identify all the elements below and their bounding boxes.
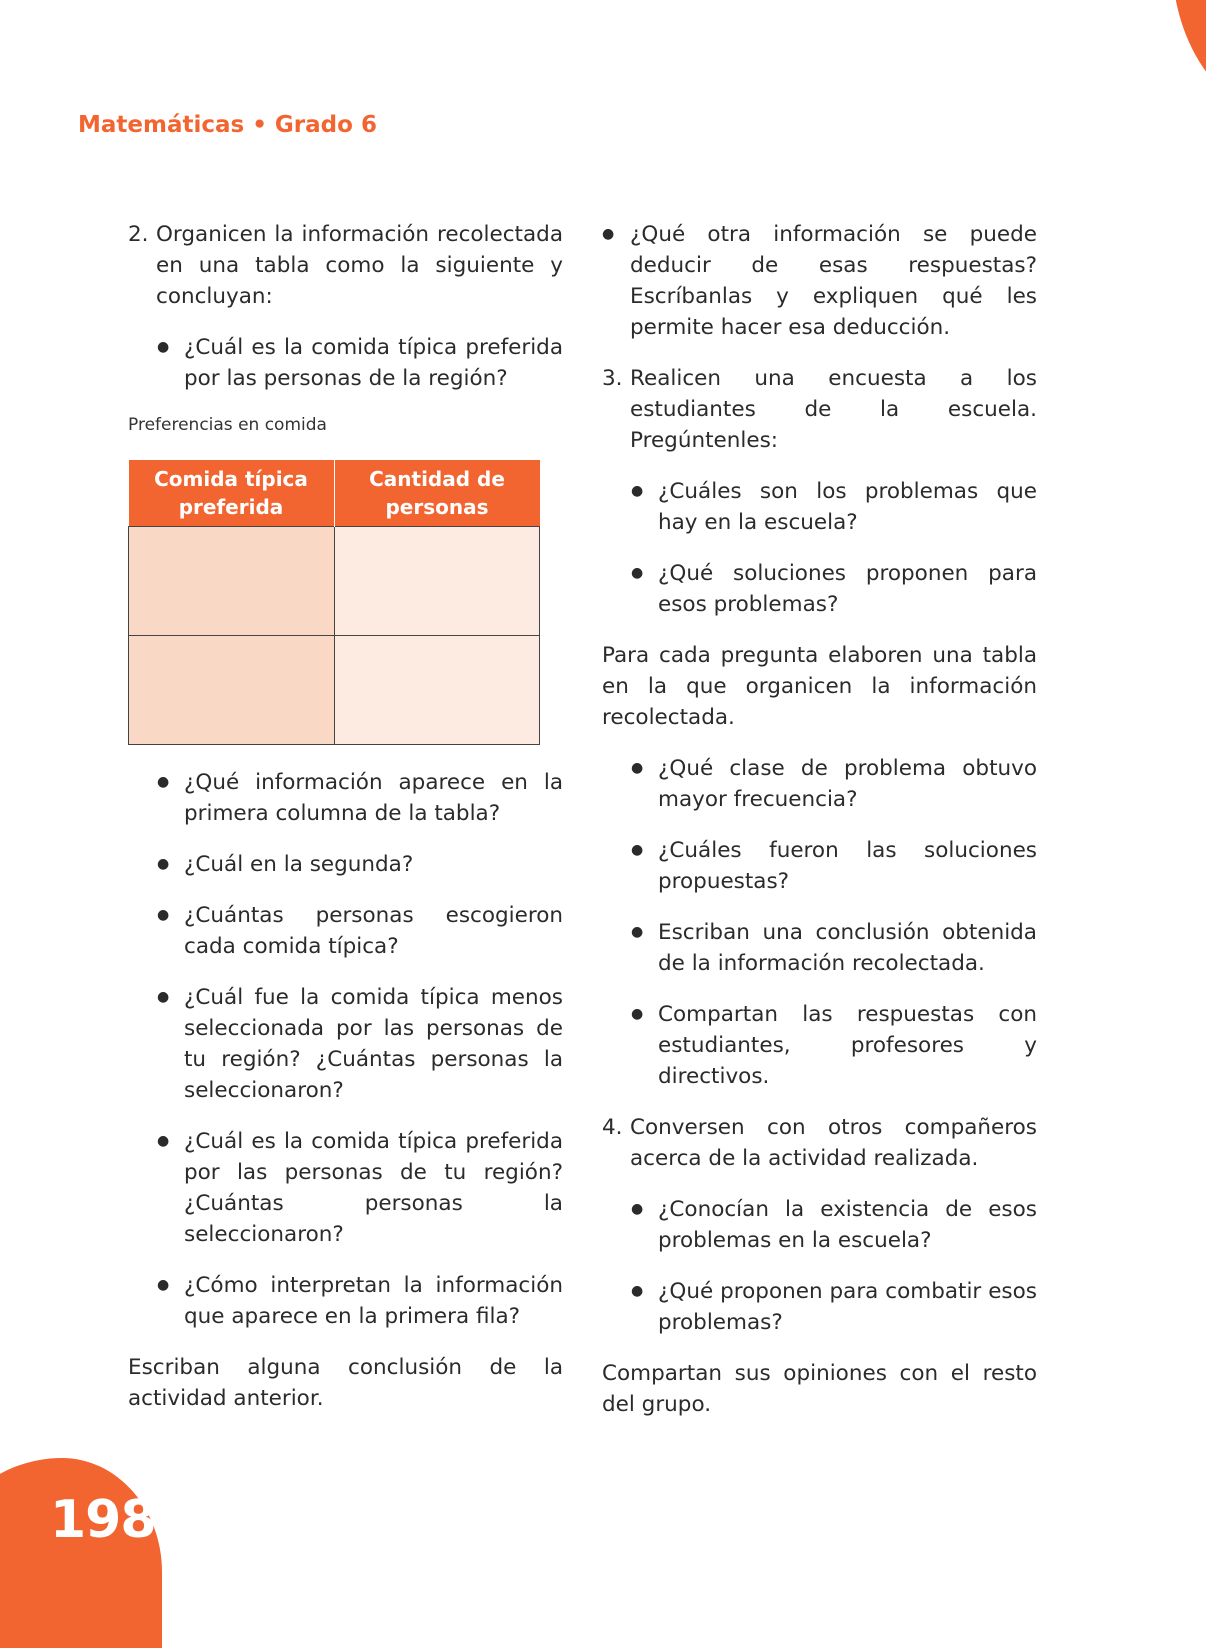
- bullet-icon: ●: [157, 989, 170, 1005]
- table-cell: [129, 636, 335, 745]
- preferences-table: [128, 460, 540, 745]
- bullet-icon: ●: [602, 226, 615, 242]
- table-cell: [334, 636, 540, 745]
- item-number: 3.: [602, 366, 623, 391]
- bullet-icon: ●: [631, 1006, 644, 1022]
- bullet-icon: ●: [631, 565, 644, 581]
- closing-paragraph: Compartan sus opiniones con el resto del grupo.: [602, 1361, 1037, 1417]
- list-item: ● ¿Qué clase de problema obtuvo mayor frecuencia?: [602, 753, 1037, 815]
- list-item: ● ¿Qué otra información se puede deducir de esas respuestas? Escríbanlas y expliquen qué les permite hacer esa deducción.: [602, 219, 1037, 343]
- list-item: ● Escriban una conclusión obtenida de la información recolectada.: [602, 917, 1037, 979]
- list-item: ● ¿Cuál en la segunda?: [128, 849, 563, 880]
- page-header-title: Matemáticas • Grado 6: [78, 112, 377, 138]
- numbered-item-2: [128, 219, 563, 312]
- page-number-badge: [0, 1458, 162, 1648]
- table-row: [129, 636, 540, 745]
- paragraph: Para cada pregunta elaboren una tabla en la que organicen la información recolectada.: [602, 643, 1037, 730]
- table-cell: [129, 527, 335, 636]
- list-item: ● ¿Cuál es la comida típica preferida por las personas de la región?: [128, 332, 563, 394]
- table-header: Comida típica preferida: [129, 460, 335, 527]
- bullet-icon: ●: [157, 1133, 170, 1149]
- bullet-icon: ●: [631, 483, 644, 499]
- bullet-icon: ●: [157, 339, 170, 355]
- bullet-icon: ●: [157, 774, 170, 790]
- list-item: ● ¿Qué proponen para combatir esos problemas?: [602, 1276, 1037, 1338]
- table-header: Cantidad de personas: [334, 460, 540, 527]
- right-column: [602, 219, 1037, 1420]
- item-text: Conversen con otros compañeros acerca de la actividad realizada.: [630, 1115, 1037, 1171]
- table-row: [129, 527, 540, 636]
- page-number: 198: [50, 1490, 156, 1550]
- left-column: [128, 219, 563, 1414]
- list-item: ● ¿Qué soluciones proponen para esos problemas?: [602, 558, 1037, 620]
- bullet-icon: ●: [631, 924, 644, 940]
- bullet-icon: ●: [631, 1283, 644, 1299]
- list-item: ● Compartan las respuestas con estudiantes, profesores y directivos.: [602, 999, 1037, 1092]
- list-item: ● ¿Conocían la existencia de esos problemas en la escuela?: [602, 1194, 1037, 1256]
- bullet-icon: ●: [631, 1201, 644, 1217]
- numbered-item-4: [602, 1112, 1037, 1174]
- closing-paragraph: Escriban alguna conclusión de la actividad anterior.: [128, 1355, 563, 1411]
- table-caption: Preferencias en comida: [128, 415, 327, 435]
- list-item: ● ¿Cuáles son los problemas que hay en la escuela?: [602, 476, 1037, 538]
- bullet-icon: ●: [157, 907, 170, 923]
- list-item: ● ¿Cuántas personas escogieron cada comida típica?: [128, 900, 563, 962]
- list-item: ● ¿Cuál fue la comida típica menos seleccionada por las personas de tu región? ¿Cuántas personas la seleccionaron?: [128, 982, 563, 1106]
- item-number: 4.: [602, 1115, 623, 1140]
- list-item: ● ¿Cuáles fueron las soluciones propuestas?: [602, 835, 1037, 897]
- item-text: Organicen la información recolectada en una tabla como la siguiente y concluyan:: [156, 222, 563, 309]
- list-item: ● ¿Cuál es la comida típica preferida por las personas de tu región? ¿Cuántas personas la seleccionaron?: [128, 1126, 563, 1250]
- item-number: 2.: [128, 222, 149, 247]
- bullet-icon: ●: [157, 856, 170, 872]
- bullet-icon: ●: [631, 760, 644, 776]
- bullet-icon: ●: [631, 842, 644, 858]
- table-cell: [334, 527, 540, 636]
- list-item: ● ¿Cómo interpretan la información que aparece en la primera fila?: [128, 1270, 563, 1332]
- list-item: ● ¿Qué información aparece en la primera columna de la tabla?: [128, 767, 563, 829]
- bullet-icon: ●: [157, 1277, 170, 1293]
- corner-decoration: [1172, 0, 1206, 120]
- item-text: Realicen una encuesta a los estudiantes de la escuela. Pregúntenles:: [630, 366, 1037, 453]
- numbered-item-3: [602, 363, 1037, 456]
